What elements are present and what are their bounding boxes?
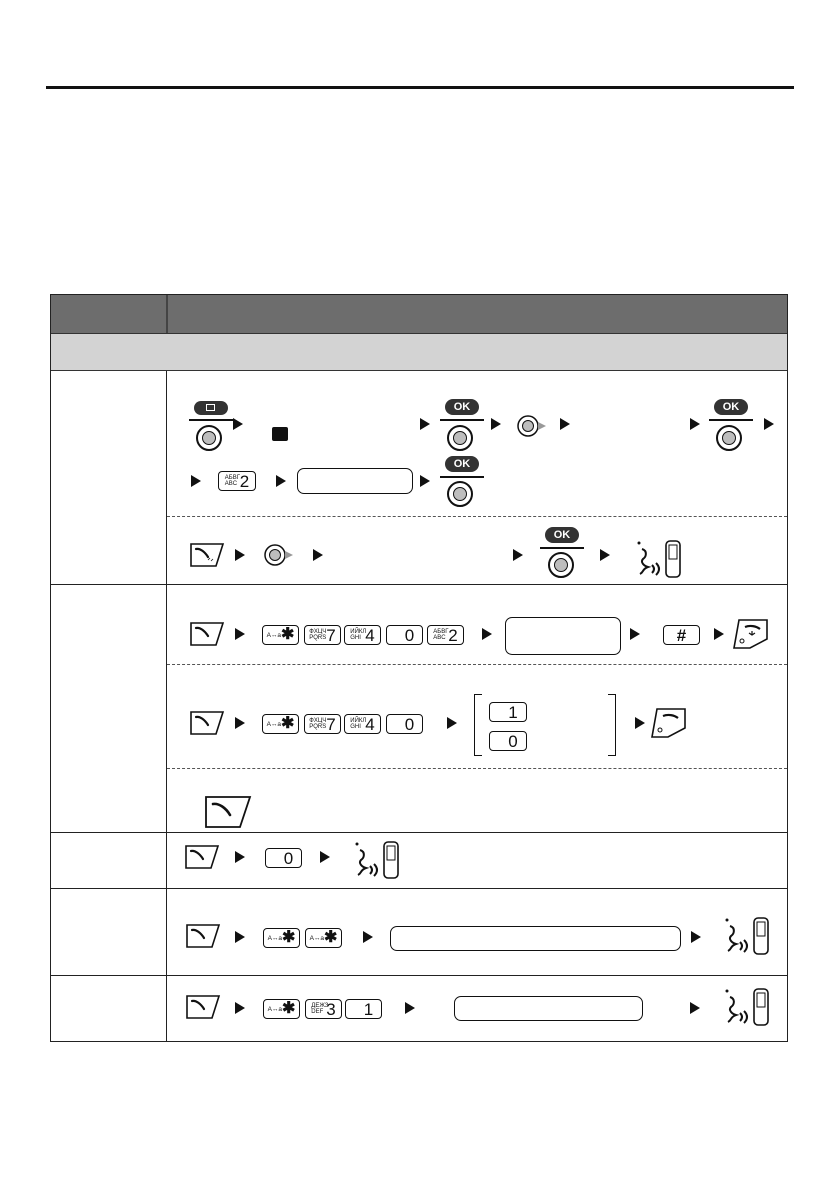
ok-soft-key-icon[interactable]: OK bbox=[545, 527, 579, 543]
options-bracket-left bbox=[474, 694, 482, 756]
arrow-icon bbox=[276, 475, 286, 487]
top-rule bbox=[46, 86, 794, 89]
navigator-icon[interactable] bbox=[548, 552, 574, 578]
talk-key-icon[interactable] bbox=[183, 843, 221, 871]
arrow-icon bbox=[764, 418, 774, 430]
key-2[interactable]: АБВГ ABC 2 bbox=[427, 625, 464, 645]
number-entry-box[interactable] bbox=[454, 996, 643, 1021]
key-7[interactable]: ФХЦЧ PQRS 7 bbox=[304, 714, 341, 734]
arrow-icon bbox=[235, 549, 245, 561]
speaking-handset-icon bbox=[722, 985, 774, 1029]
arrow-icon bbox=[405, 1002, 415, 1014]
ok-soft-key-icon[interactable]: OK bbox=[714, 399, 748, 415]
arrow-icon bbox=[235, 931, 245, 943]
arrow-icon bbox=[491, 418, 501, 430]
speaking-handset-icon bbox=[634, 537, 686, 581]
arrow-icon bbox=[691, 931, 701, 943]
key-star[interactable]: A↔a ✱ bbox=[262, 714, 299, 734]
menu-soft-key-icon[interactable] bbox=[194, 401, 228, 415]
key-star[interactable]: A↔a ✱ bbox=[263, 999, 300, 1019]
key-3[interactable]: ДЕЖЗ DEF 3 bbox=[305, 999, 342, 1019]
phonebook-icon bbox=[272, 427, 288, 441]
arrow-icon bbox=[630, 628, 640, 640]
end-call-key-icon[interactable] bbox=[730, 617, 770, 651]
arrow-icon bbox=[600, 549, 610, 561]
table-header bbox=[51, 295, 787, 333]
key-7[interactable]: ФХЦЧ PQRS 7 bbox=[304, 625, 341, 645]
arrow-icon bbox=[482, 628, 492, 640]
arrow-icon bbox=[690, 1002, 700, 1014]
ok-soft-key-icon[interactable]: OK bbox=[445, 456, 479, 472]
table-subheader bbox=[51, 333, 787, 371]
end-call-key-icon[interactable] bbox=[648, 706, 688, 740]
navigator-icon[interactable] bbox=[447, 425, 473, 451]
number-entry-box[interactable] bbox=[390, 926, 681, 951]
arrow-icon bbox=[320, 851, 330, 863]
key-0[interactable]: 0 bbox=[386, 714, 423, 734]
key-1[interactable]: 1 bbox=[345, 999, 382, 1019]
navigator-icon[interactable] bbox=[196, 425, 222, 451]
arrow-icon bbox=[233, 418, 243, 430]
speaking-handset-icon bbox=[352, 838, 404, 882]
navigator-right-icon[interactable] bbox=[516, 413, 552, 439]
talk-key-icon[interactable] bbox=[188, 541, 226, 569]
arrow-icon bbox=[447, 717, 457, 729]
key-0[interactable]: 0 bbox=[489, 731, 527, 751]
arrow-icon bbox=[420, 418, 430, 430]
talk-key-icon[interactable] bbox=[184, 993, 222, 1021]
key-hash[interactable]: # bbox=[663, 625, 700, 645]
key-star[interactable]: A↔a ✱ bbox=[262, 625, 299, 645]
options-bracket-right bbox=[608, 694, 616, 756]
navigator-icon[interactable] bbox=[716, 425, 742, 451]
key-4[interactable]: ИЙКЛ GHI 4 bbox=[344, 625, 381, 645]
key-1[interactable]: 1 bbox=[489, 702, 527, 722]
arrow-icon bbox=[235, 717, 245, 729]
arrow-icon bbox=[235, 1002, 245, 1014]
arrow-icon bbox=[513, 549, 523, 561]
key-2[interactable]: АБВГ ABC 2 bbox=[218, 471, 256, 491]
key-4[interactable]: ИЙКЛ GHI 4 bbox=[344, 714, 381, 734]
navigator-icon[interactable] bbox=[447, 481, 473, 507]
ok-soft-key-icon[interactable]: OK bbox=[445, 399, 479, 415]
text-entry-box[interactable] bbox=[297, 468, 413, 494]
key-star[interactable]: A↔a ✱ bbox=[305, 928, 342, 948]
arrow-icon bbox=[235, 851, 245, 863]
navigator-right-icon[interactable] bbox=[263, 542, 299, 568]
talk-key-icon[interactable] bbox=[203, 794, 253, 830]
arrow-icon bbox=[313, 549, 323, 561]
arrow-icon bbox=[635, 717, 645, 729]
arrow-icon bbox=[235, 628, 245, 640]
key-star[interactable]: A↔a ✱ bbox=[263, 928, 300, 948]
arrow-icon bbox=[420, 475, 430, 487]
speaking-handset-icon bbox=[722, 914, 774, 958]
talk-key-icon[interactable] bbox=[188, 620, 226, 648]
talk-key-icon[interactable] bbox=[184, 922, 222, 950]
arrow-icon bbox=[191, 475, 201, 487]
key-0[interactable]: 0 bbox=[386, 625, 423, 645]
talk-key-icon[interactable] bbox=[188, 709, 226, 737]
arrow-icon bbox=[560, 418, 570, 430]
arrow-icon bbox=[714, 628, 724, 640]
arrow-icon bbox=[690, 418, 700, 430]
code-entry-box[interactable] bbox=[505, 617, 621, 655]
arrow-icon bbox=[363, 931, 373, 943]
key-0[interactable]: 0 bbox=[265, 848, 302, 868]
